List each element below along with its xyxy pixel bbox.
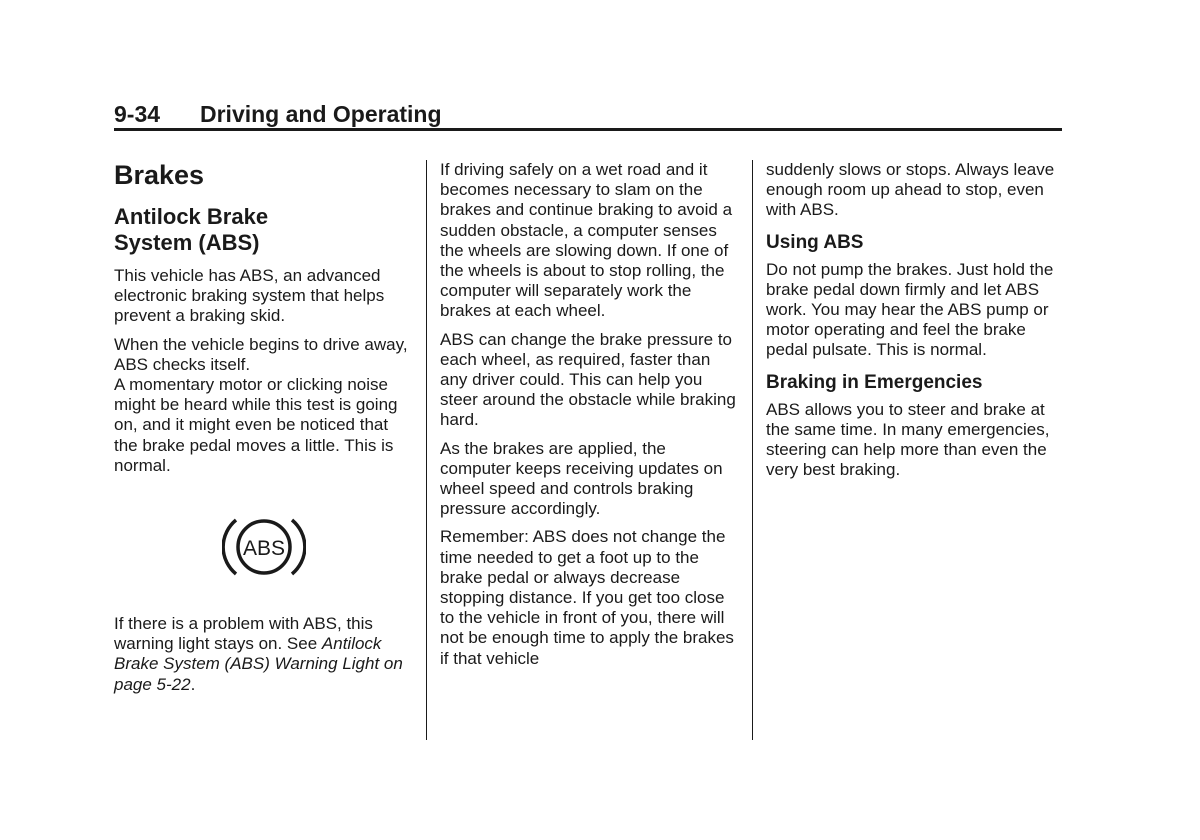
column-divider: [426, 160, 427, 740]
abs-warning-figure: [114, 484, 416, 614]
paragraph-text: If there is a problem with ABS, this warning light stays on. See: [114, 614, 373, 654]
column-divider: [752, 160, 753, 740]
cross-reference-link[interactable]: Antilock Brake System (ABS) Warning Light on page 5-22: [114, 634, 403, 694]
paragraph: suddenly slows or stops. Always leave enough room up ahead to stop, even with ABS.: [766, 160, 1055, 220]
paragraph: Do not pump the brakes. Just hold the brake pedal down firmly and let ABS work. You may hear the ABS pump or motor operating and feel the brake pedal pulsate. This is normal.: [766, 259, 1054, 360]
paragraph: As the brakes are applied, the computer keeps receiving updates on wheel speed and controls braking pressure accordingly.: [440, 438, 723, 519]
paragraph: When the vehicle begins to drive away, ABS checks itself.: [114, 334, 408, 374]
abs-icon-label: ABS: [242, 537, 286, 561]
subheading-abs: [114, 204, 416, 256]
paragraph: If driving safely on a wet road and it becomes necessary to slam on the brakes and continue braking to avoid a sudden obstacle, a computer senses the wheels are slowing down. If one of the wheels is about to stop rolling, the computer will separately work the brakes at each wheel.: [440, 160, 733, 321]
column-3: [766, 160, 1062, 488]
section-title: Driving and Operating: [200, 101, 442, 127]
page-number: 9-34: [114, 101, 161, 127]
subheading-using-abs: Using ABS: [766, 231, 864, 253]
subheading-line-1: Antilock Brake: [114, 204, 269, 229]
paragraph: ABS allows you to steer and brake at the same time. In many emergencies, steering can help more than even the very best braking.: [766, 399, 1050, 480]
subheading-line-2: System (ABS): [114, 230, 260, 255]
paragraph: ABS can change the brake pressure to each wheel, as required, faster than any driver could. This can help you steer around the obstacle while braking hard.: [440, 329, 736, 430]
page-heading: Brakes: [114, 160, 205, 190]
paragraph: Remember: ABS does not change the time needed to get a foot up to the brake pedal or always decrease stopping distance. If you get too close to the vehicle in front of you, there will not be enough time to apply the brakes if that vehicle: [440, 527, 734, 668]
column-2: [440, 160, 740, 677]
paragraph-end: .: [190, 674, 196, 694]
paragraph: [114, 614, 416, 695]
column-1: [114, 160, 416, 703]
subheading-braking-emergencies: Braking in Emergencies: [766, 371, 983, 393]
paragraph: A momentary motor or clicking noise might be heard while this test is going on, and it might even be noticed that the brake pedal moves a little. This is normal.: [114, 375, 398, 475]
page-header: [114, 101, 1062, 131]
abs-warning-icon: [222, 514, 306, 580]
paragraph: This vehicle has ABS, an advanced electronic braking system that helps prevent a braking skid.: [114, 266, 385, 326]
